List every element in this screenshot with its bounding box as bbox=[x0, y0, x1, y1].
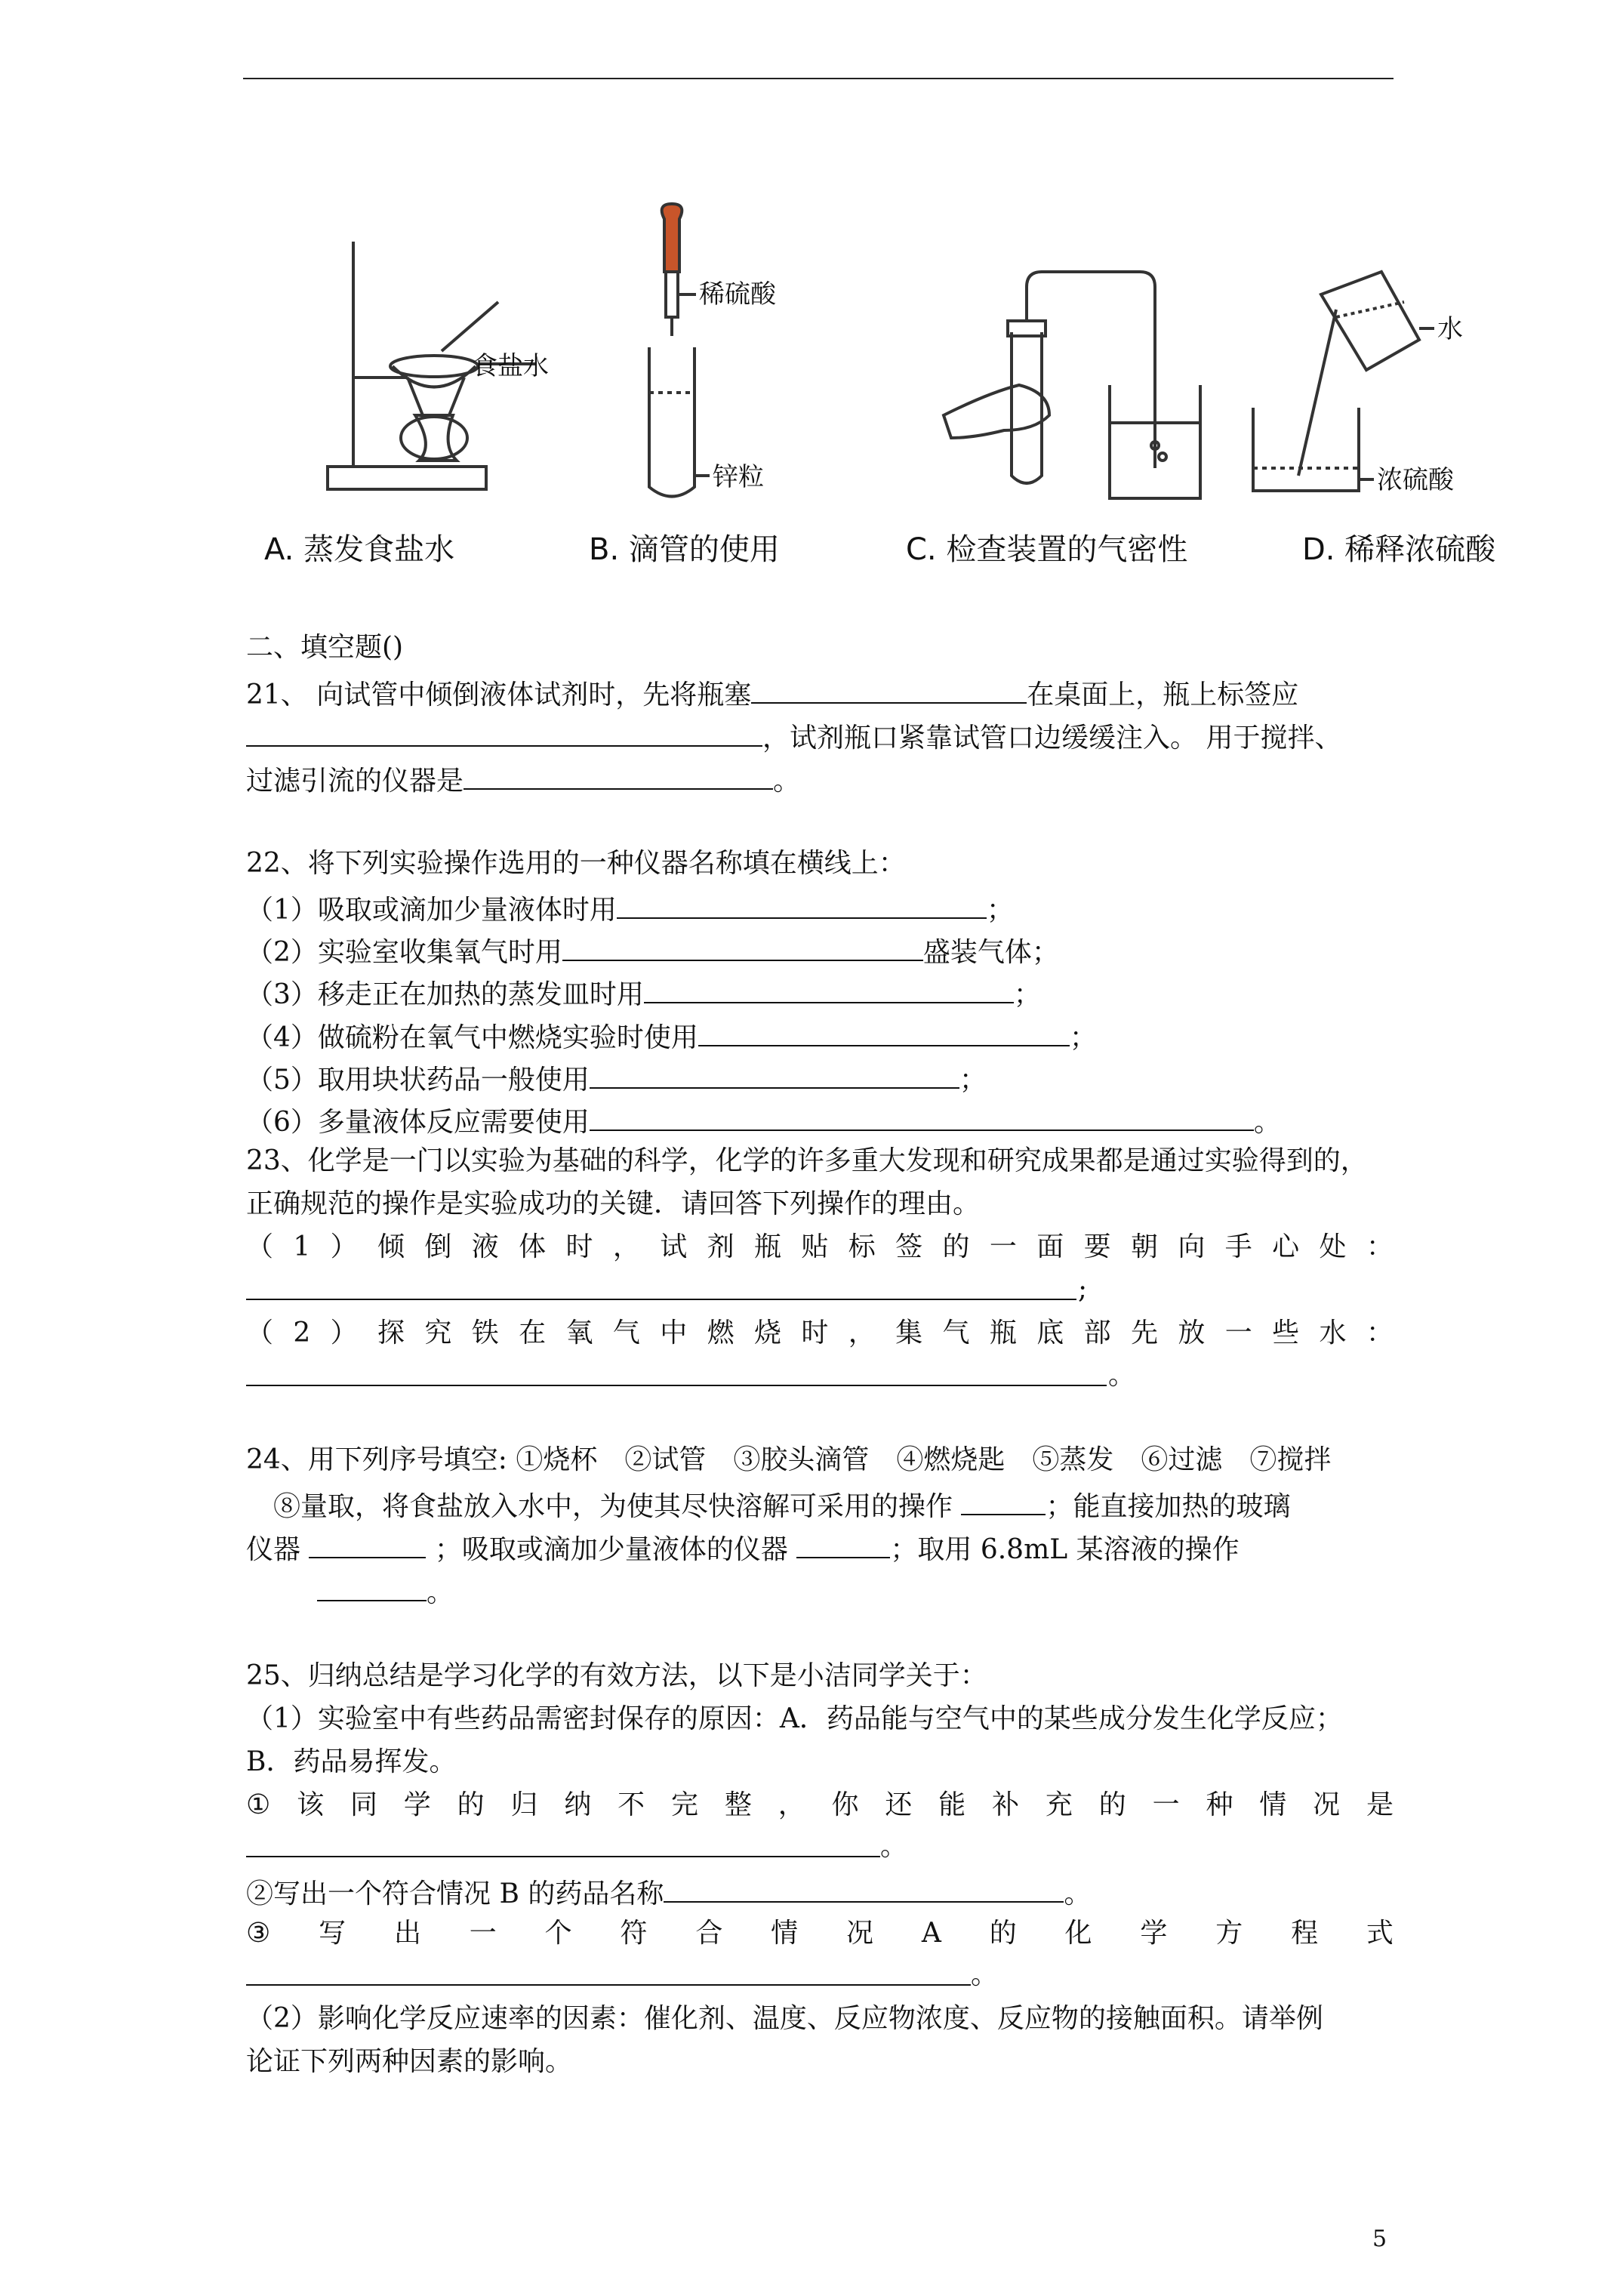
q25-part2-b: 论证下列两种因素的影响。 bbox=[246, 2046, 573, 2077]
q22-item-6-end: 。 bbox=[1253, 1107, 1281, 1138]
caption-d: D. 稀释浓硫酸 bbox=[1302, 532, 1496, 567]
q25-blank-3[interactable] bbox=[246, 1984, 971, 1986]
spaced-char: A bbox=[921, 1918, 941, 1949]
q25-sub2 bbox=[246, 1875, 1091, 1909]
q25-part1-a: （1）实验室中有些药品需密封保存的原因：A．药品能与空气中的某些成分发生化学反应； bbox=[246, 1703, 1343, 1734]
spaced-char: 2 bbox=[293, 1318, 311, 1348]
spaced-char: 瓶 bbox=[989, 1318, 1017, 1348]
spaced-char: 在 bbox=[519, 1318, 547, 1348]
spaced-char: 式 bbox=[1366, 1918, 1394, 1949]
q22-item-2-end: 盛装气体； bbox=[922, 937, 1059, 968]
spaced-char: 纳 bbox=[564, 1789, 592, 1820]
q25-part2-a: （2）影响化学反应速率的因素：催化剂、温度、反应物浓度、反应物的接触面积。请举例 bbox=[246, 2003, 1323, 2034]
spaced-char: 一 bbox=[1224, 1318, 1252, 1348]
q21-blank-3[interactable] bbox=[463, 763, 773, 790]
header-rule bbox=[243, 78, 1394, 79]
spaced-char: 能 bbox=[938, 1789, 966, 1820]
spaced-char: 一 bbox=[469, 1918, 497, 1949]
q24-blank-3[interactable] bbox=[796, 1531, 890, 1558]
spaced-char: 学 bbox=[1140, 1918, 1168, 1949]
spaced-char: 的 bbox=[989, 1918, 1017, 1949]
q24-text-a: ⑧量取，将食盐放入水中，为使其尽快溶解可采用的操作 bbox=[273, 1491, 953, 1522]
spaced-char: 该 bbox=[297, 1789, 325, 1820]
q22-item-5-end: ； bbox=[959, 1065, 987, 1096]
spaced-char: ， bbox=[848, 1318, 876, 1348]
spaced-char: 标 bbox=[848, 1231, 876, 1262]
q22-item-1-text: （1）吸取或滴加少量液体时用 bbox=[246, 895, 617, 926]
spaced-char: 程 bbox=[1291, 1918, 1319, 1949]
q22-item-4 bbox=[246, 1019, 1097, 1053]
spaced-char: 面 bbox=[1036, 1231, 1064, 1262]
q22-item-6-text: （6）多量液体反应需要使用 bbox=[246, 1107, 590, 1138]
q25-sub3-end: 。 bbox=[971, 1959, 999, 1990]
spaced-char: （ bbox=[246, 1231, 274, 1262]
spaced-char: 氧 bbox=[565, 1318, 593, 1348]
q22-item-2 bbox=[246, 934, 1059, 968]
salt-water-label: 食盐水 bbox=[472, 351, 549, 381]
spaced-char: 的 bbox=[942, 1231, 970, 1262]
q25-blank-2[interactable] bbox=[664, 1875, 1064, 1903]
q24-line1: 24、用下列序号填空: ①烧杯 ②试管 ③胶头滴管 ④燃烧匙 ⑤蒸发 ⑥过滤 ⑦搅拌 bbox=[246, 1444, 1332, 1475]
spaced-char: 充 bbox=[1045, 1789, 1073, 1820]
spaced-char: 不 bbox=[617, 1789, 645, 1820]
spaced-char: 还 bbox=[885, 1789, 913, 1820]
spaced-char: ③ bbox=[246, 1918, 271, 1949]
q24-text-e: ；取用 6.8mL 某溶液的操作 bbox=[890, 1534, 1240, 1565]
water-label: 水 bbox=[1437, 314, 1463, 344]
q23-blank-1[interactable] bbox=[246, 1299, 1076, 1300]
spaced-char: 时 bbox=[565, 1231, 593, 1262]
dilution-apparatus bbox=[1253, 272, 1434, 491]
spaced-char: 是 bbox=[1366, 1789, 1394, 1820]
spaced-char: ， bbox=[612, 1231, 640, 1262]
section-title: 二、填空题() bbox=[246, 632, 404, 663]
spaced-char: ） bbox=[330, 1231, 358, 1262]
spaced-char: 燃 bbox=[707, 1318, 735, 1348]
q24-text-f: 。 bbox=[427, 1577, 454, 1608]
spaced-char: 个 bbox=[544, 1918, 572, 1949]
spaced-char: （ bbox=[246, 1318, 274, 1348]
q23-line2: 正确规范的操作是实验成功的关键．请回答下列操作的理由。 bbox=[246, 1188, 981, 1219]
spaced-char: 手 bbox=[1224, 1231, 1252, 1262]
spaced-char: 先 bbox=[1131, 1318, 1159, 1348]
q22-item-3 bbox=[246, 976, 1041, 1010]
spaced-char: 况 bbox=[846, 1918, 874, 1949]
q24-text-c: 仪器 bbox=[246, 1534, 301, 1565]
spaced-char: 剂 bbox=[707, 1231, 735, 1262]
caption-a: A. 蒸发食盐水 bbox=[264, 532, 455, 567]
q25-blank-1[interactable] bbox=[246, 1856, 880, 1857]
spaced-char: 一 bbox=[1152, 1789, 1180, 1820]
q22-item-4-end: ； bbox=[1069, 1022, 1097, 1053]
q22-item-6 bbox=[246, 1104, 1281, 1138]
q25-sub2-text: ②写出一个符合情况 B 的药品名称 bbox=[246, 1878, 664, 1909]
q21-text-c: ，试剂瓶口紧靠试管口边缓缓注入。 用于搅拌、 bbox=[762, 723, 1342, 754]
spaced-char: 归 bbox=[510, 1789, 538, 1820]
spaced-char: 试 bbox=[660, 1231, 688, 1262]
q21-line1 bbox=[246, 676, 1298, 710]
page-number: 5 bbox=[1372, 2226, 1387, 2252]
spaced-char: 究 bbox=[424, 1318, 452, 1348]
q24-blank-2[interactable] bbox=[309, 1531, 426, 1558]
q22-item-5-text: （5）取用块状药品一般使用 bbox=[246, 1065, 590, 1096]
spaced-char: 倾 bbox=[377, 1231, 405, 1262]
airtightness-apparatus bbox=[944, 272, 1200, 498]
q24-line4 bbox=[317, 1574, 454, 1608]
spaced-char: 中 bbox=[660, 1318, 688, 1348]
spaced-char: 集 bbox=[895, 1318, 923, 1348]
spaced-char: 放 bbox=[1178, 1318, 1206, 1348]
spaced-char: 体 bbox=[519, 1231, 547, 1262]
q21-text-b: 在桌面上，瓶上标签应 bbox=[1027, 680, 1299, 710]
dropper-apparatus bbox=[649, 204, 710, 497]
spaced-char: 向 bbox=[1178, 1231, 1206, 1262]
q24-line3 bbox=[246, 1531, 1240, 1565]
spaced-char: 气 bbox=[942, 1318, 970, 1348]
spaced-char: 情 bbox=[1259, 1789, 1287, 1820]
dilute-acid-label: 稀硫酸 bbox=[699, 279, 776, 310]
q22-blank-1[interactable] bbox=[617, 892, 987, 919]
spaced-char: ： bbox=[1366, 1318, 1394, 1348]
spaced-char: 出 bbox=[393, 1918, 421, 1949]
q21-text-e: 。 bbox=[773, 766, 801, 797]
q21-line3 bbox=[246, 763, 800, 797]
spaced-char: 瓶 bbox=[754, 1231, 782, 1262]
spaced-char: 一 bbox=[989, 1231, 1017, 1262]
spaced-char: 底 bbox=[1036, 1318, 1064, 1348]
conc-acid-label: 浓硫酸 bbox=[1377, 465, 1454, 495]
q22-blank-6[interactable] bbox=[590, 1104, 1254, 1131]
spaced-char: 同 bbox=[350, 1789, 377, 1820]
q23-line1: 23、化学是一门以实验为基础的科学，化学的许多重大发现和研究成果都是通过实验得到的， bbox=[246, 1145, 1368, 1176]
q24-line2 bbox=[273, 1488, 1290, 1522]
q22-item-3-end: ； bbox=[1013, 979, 1041, 1010]
q23-part2 bbox=[246, 1318, 1394, 1348]
q25-sub1 bbox=[246, 1790, 1394, 1820]
spaced-char: 化 bbox=[1064, 1918, 1092, 1949]
spaced-char: 要 bbox=[1083, 1231, 1111, 1262]
spaced-char: 探 bbox=[377, 1318, 405, 1348]
q22-intro: 22、将下列实验操作选用的一种仪器名称填在横线上： bbox=[246, 848, 906, 879]
spaced-char: 完 bbox=[671, 1789, 699, 1820]
spaced-char: 的 bbox=[1098, 1789, 1126, 1820]
spaced-char: ） bbox=[330, 1318, 358, 1348]
spaced-char: 方 bbox=[1215, 1918, 1243, 1949]
spaced-char: ① bbox=[246, 1789, 271, 1820]
spaced-char: 烧 bbox=[754, 1318, 782, 1348]
spaced-char: 补 bbox=[992, 1789, 1020, 1820]
q23-part2-end: 。 bbox=[1108, 1360, 1136, 1391]
spaced-char: 1 bbox=[293, 1231, 311, 1262]
q22-item-1-end: ； bbox=[986, 895, 1014, 926]
spaced-char: 的 bbox=[457, 1789, 485, 1820]
caption-c: C. 检查装置的气密性 bbox=[906, 532, 1188, 567]
spaced-char: 部 bbox=[1083, 1318, 1111, 1348]
q21-blank-2[interactable] bbox=[246, 720, 762, 747]
spaced-char: 处 bbox=[1319, 1231, 1347, 1262]
spaced-char: 符 bbox=[620, 1918, 648, 1949]
spaced-char: 朝 bbox=[1131, 1231, 1159, 1262]
q21-blank-1[interactable] bbox=[751, 676, 1027, 704]
q21-text-a: 21、 向试管中倾倒液体试剂时，先将瓶塞 bbox=[246, 680, 752, 710]
q23-part1 bbox=[246, 1232, 1394, 1262]
q21-line2 bbox=[246, 720, 1341, 754]
spaced-char: 时 bbox=[801, 1318, 829, 1348]
q24-text-d: ；吸取或滴加少量液体的仪器 bbox=[434, 1534, 788, 1565]
q25-sub1-end: 。 bbox=[880, 1831, 908, 1862]
spaced-char: 种 bbox=[1206, 1789, 1233, 1820]
spaced-char: 学 bbox=[403, 1789, 431, 1820]
q22-blank-2[interactable] bbox=[562, 934, 923, 961]
q22-blank-3[interactable] bbox=[644, 976, 1014, 1003]
spaced-char: 况 bbox=[1313, 1789, 1341, 1820]
q23-part1-end: ; bbox=[1078, 1274, 1088, 1305]
spaced-char: 水 bbox=[1319, 1318, 1347, 1348]
spaced-char: 情 bbox=[771, 1918, 799, 1949]
spaced-char: ： bbox=[1366, 1231, 1394, 1262]
q23-blank-2[interactable] bbox=[246, 1385, 1107, 1386]
spaced-char: 些 bbox=[1272, 1318, 1300, 1348]
spaced-char: 心 bbox=[1272, 1231, 1300, 1262]
q24-blank-4[interactable] bbox=[317, 1574, 427, 1601]
q25-sub3 bbox=[246, 1918, 1394, 1949]
q22-item-1 bbox=[246, 892, 1014, 926]
q25-intro: 25、归纳总结是学习化学的有效方法，以下是小洁同学关于： bbox=[246, 1660, 987, 1691]
q22-item-4-text: （4）做硫粉在氧气中燃烧实验时使用 bbox=[246, 1022, 698, 1053]
spaced-char: ， bbox=[778, 1789, 805, 1820]
spaced-char: 写 bbox=[319, 1918, 346, 1949]
q25-sub2-end: 。 bbox=[1064, 1878, 1092, 1909]
q25-part1-b: B．药品易挥发。 bbox=[246, 1746, 457, 1777]
spaced-char: 你 bbox=[831, 1789, 859, 1820]
spaced-char: 签 bbox=[895, 1231, 923, 1262]
q22-item-2-text: （2）实验室收集氧气时用 bbox=[246, 937, 562, 968]
q24-text-b: ；能直接加热的玻璃 bbox=[1046, 1491, 1291, 1522]
spaced-char: 合 bbox=[695, 1918, 723, 1949]
q22-item-5 bbox=[246, 1062, 987, 1096]
spaced-char: 铁 bbox=[471, 1318, 499, 1348]
spaced-char: 液 bbox=[471, 1231, 499, 1262]
spaced-char: 倒 bbox=[424, 1231, 452, 1262]
q22-blank-5[interactable] bbox=[590, 1062, 959, 1089]
q22-blank-4[interactable] bbox=[698, 1019, 1070, 1046]
zinc-label: 锌粒 bbox=[713, 462, 764, 492]
q22-item-3-text: （3）移走正在加热的蒸发皿时用 bbox=[246, 979, 644, 1010]
spaced-char: 整 bbox=[724, 1789, 752, 1820]
q24-blank-1[interactable] bbox=[961, 1488, 1046, 1515]
spaced-char: 气 bbox=[612, 1318, 640, 1348]
q21-text-d: 过滤引流的仪器是 bbox=[246, 766, 464, 797]
spaced-char: 贴 bbox=[801, 1231, 829, 1262]
caption-b: B. 滴管的使用 bbox=[589, 532, 780, 567]
